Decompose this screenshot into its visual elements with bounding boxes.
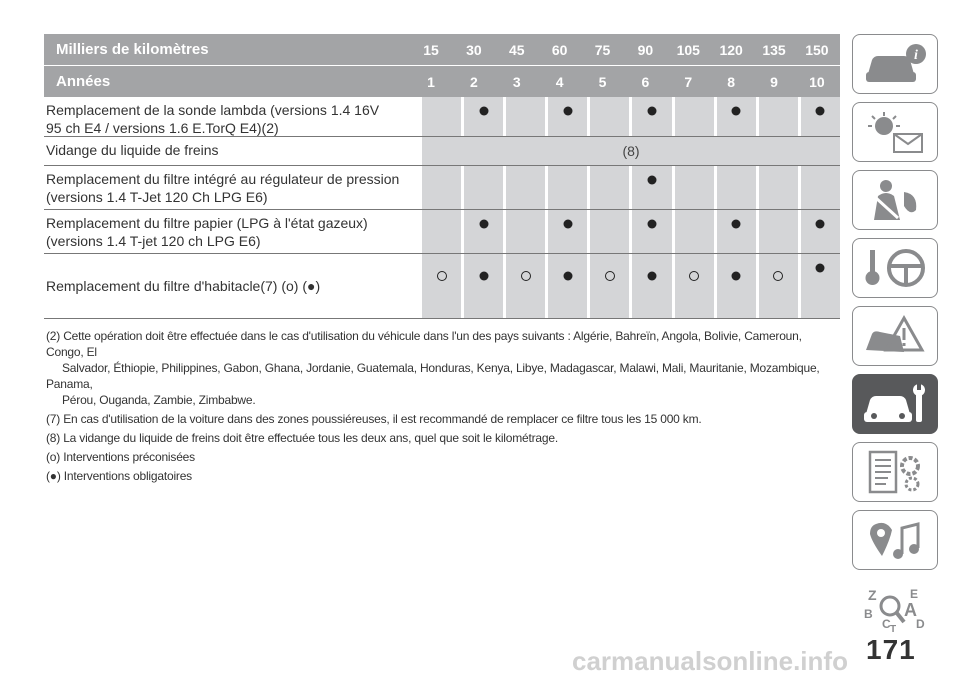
- tab-safety[interactable]: [852, 170, 938, 230]
- tab-emergency[interactable]: [852, 306, 938, 366]
- mandatory-mark: [732, 107, 741, 116]
- mandatory-mark: [479, 272, 488, 281]
- mandatory-mark: [732, 220, 741, 229]
- warning-light-mail-icon: [860, 108, 930, 156]
- seatbelt-airbag-icon: [860, 176, 930, 224]
- alphabetical-index-icon: [860, 584, 930, 632]
- table-cell: [798, 254, 840, 318]
- mandatory-mark: [648, 220, 657, 229]
- header-year-value: 7: [684, 73, 693, 90]
- table-cell: [545, 210, 587, 253]
- table-row: [44, 166, 840, 210]
- header-year-value: 9: [770, 73, 778, 90]
- page-number: 171: [866, 634, 916, 665]
- mandatory-mark: [816, 220, 825, 229]
- mandatory-mark: [816, 264, 825, 273]
- header-years-row: [44, 65, 840, 97]
- header-year-value: 8: [727, 73, 736, 90]
- table-cell: [503, 166, 545, 209]
- mandatory-mark: [648, 107, 657, 116]
- table-cell: [756, 97, 798, 136]
- mandatory-mark: [479, 220, 488, 229]
- table-cell: [503, 254, 545, 318]
- table-cell: [629, 166, 671, 209]
- table-cell: [587, 254, 629, 318]
- table-cell: [629, 97, 671, 136]
- chapter-sidebar: [852, 34, 940, 646]
- table-cell: [545, 97, 587, 136]
- key-steering-wheel-icon: [860, 244, 930, 292]
- index-letter: A: [904, 600, 917, 620]
- watermark: carmanualsonline.info: [572, 646, 848, 676]
- document-gear-icon: [860, 448, 930, 496]
- index-letter: Z: [868, 587, 877, 603]
- tab-car-info[interactable]: [852, 34, 938, 94]
- table-cell: [587, 210, 629, 253]
- table-cell: [422, 166, 461, 209]
- mandatory-mark: [732, 272, 741, 281]
- car-crash-warning-icon: [860, 312, 930, 360]
- header-km-value: 90: [637, 41, 654, 58]
- tab-index[interactable]: [852, 578, 938, 638]
- table-cell: [756, 254, 798, 318]
- table-cell: [503, 97, 545, 136]
- header-year-value: 3: [512, 73, 521, 90]
- mandatory-mark: [816, 107, 825, 116]
- recommended-mark: [689, 271, 699, 281]
- footnote-8: (8) La vidange du liquide de freins doit être effectuée tous les deux ans, quel que soit le kilométrage.: [46, 431, 558, 445]
- mandatory-mark: [563, 272, 572, 281]
- row-label: (versions 1.4 T-jet 120 ch LPG E6): [46, 233, 261, 249]
- table-cell: [798, 210, 840, 253]
- recommended-mark: [521, 271, 531, 281]
- header-km-value: 15: [423, 41, 439, 58]
- row-cells: [422, 97, 840, 136]
- table-cell: [587, 166, 629, 209]
- mandatory-mark: [563, 107, 572, 116]
- index-letter: T: [890, 624, 897, 632]
- header-year-value: 6: [641, 73, 650, 90]
- header-km-value: 120: [719, 41, 743, 58]
- index-letter: C: [882, 617, 891, 631]
- header-year-value: 5: [598, 73, 607, 90]
- header-years-label: Années: [56, 73, 111, 90]
- table-cell: [461, 97, 503, 136]
- table-cell: [798, 97, 840, 136]
- header-km-value: 60: [551, 41, 568, 58]
- table-cell: [461, 210, 503, 253]
- header-year-value: 1: [427, 73, 435, 90]
- table-cell: [461, 166, 503, 209]
- row-label: Remplacement du filtre papier (LPG à l'état gazeux): [46, 215, 368, 231]
- table-cell: [714, 210, 756, 253]
- tab-starting-driving[interactable]: [852, 238, 938, 298]
- row-label: Remplacement du filtre d'habitacle(7) (o) (●): [46, 278, 321, 294]
- header-year-value: 4: [555, 73, 564, 90]
- recommended-mark: [437, 271, 447, 281]
- table-row: [44, 137, 840, 166]
- tab-multimedia[interactable]: [852, 510, 938, 570]
- table-cell: [756, 210, 798, 253]
- table-cell: [672, 254, 714, 318]
- table-cell: [587, 97, 629, 136]
- recommended-mark: [773, 271, 783, 281]
- table-cell: [672, 166, 714, 209]
- header-km-value: 150: [805, 41, 829, 58]
- maintenance-table: [44, 34, 840, 319]
- table-cell: [629, 254, 671, 318]
- tab-warning-lights[interactable]: [852, 102, 938, 162]
- table-cell: [422, 97, 461, 136]
- table-cell: [461, 254, 503, 318]
- index-letter: D: [916, 617, 925, 631]
- tab-technical-data[interactable]: [852, 442, 938, 502]
- media-music-nav-icon: [860, 516, 930, 564]
- footnote-2: (2) Cette opération doit être effectuée dans le cas d'utilisation du véhicule dans l'un des pays suivants : Algérie, Bahreïn, Angola, Bolivie, Cameroun, Congo, El Salvador, Éthiopie, Philippines, Gabon, Ghana, Jordanie, Guatemala, Honduras, Kenya, Libye, Madagascar, Malawi, Mali, Mauritanie, Mozambique, Panama, Pérou, Ouganda, Zambie, Zimbabwe.: [46, 329, 820, 407]
- header-km-value: 45: [508, 41, 525, 58]
- header-km-row: [44, 34, 840, 65]
- row-cells: [422, 210, 840, 253]
- header-km-value: 105: [676, 41, 700, 58]
- table-cell: [672, 210, 714, 253]
- table-row: [44, 97, 840, 137]
- index-letter: E: [910, 587, 919, 601]
- footnote-dot: (●) Interventions obligatoires: [46, 469, 192, 483]
- tab-maintenance[interactable]: [852, 374, 938, 434]
- row-cells: [422, 254, 840, 318]
- row-label: Remplacement de la sonde lambda (versions 1.4 16V: [46, 102, 380, 118]
- row-cells: [422, 166, 840, 209]
- table-cell: [545, 166, 587, 209]
- table-cell: [422, 254, 461, 318]
- header-km-value: 75: [594, 41, 611, 58]
- header-year-value: 10: [809, 73, 825, 90]
- table-cell: [714, 97, 756, 136]
- mandatory-mark: [563, 220, 572, 229]
- row-label: Remplacement du filtre intégré au régulateur de pression: [46, 171, 400, 187]
- header-years-values: [410, 74, 840, 90]
- footnote-7: (7) En cas d'utilisation de la voiture dans des zones poussiéreuses, il est recommandé de remplacer ce filtre tous les 15 000 km.: [46, 412, 702, 426]
- header-km-label: Milliers de kilomètres: [56, 41, 209, 58]
- header-year-value: 2: [469, 73, 478, 90]
- header-km-value: 30: [466, 41, 482, 58]
- mandatory-mark: [648, 272, 657, 281]
- table-cell: [756, 166, 798, 209]
- table-row: [44, 254, 840, 319]
- car-info-icon: [860, 40, 930, 88]
- table-cell: [629, 210, 671, 253]
- table-cell: [503, 210, 545, 253]
- table-cell: [714, 166, 756, 209]
- car-wrench-icon: [860, 380, 930, 428]
- table-cell: [672, 97, 714, 136]
- row-label: (versions 1.4 T-Jet 120 Ch LPG E6): [46, 189, 268, 205]
- table-cell: [798, 166, 840, 209]
- footnotes: [46, 328, 841, 487]
- row-label: Vidange du liquide de freins: [46, 142, 219, 158]
- mandatory-mark: [479, 107, 488, 116]
- header-km-value: 135: [762, 41, 786, 58]
- footnote-o: (o) Interventions préconisées: [46, 450, 195, 464]
- svg-text:i: i: [914, 48, 918, 63]
- index-letter: B: [864, 607, 873, 621]
- table-row: [44, 210, 840, 254]
- recommended-mark: [605, 271, 615, 281]
- row-label: 95 ch E4 / versions 1.6 E.TorQ E4)(2): [46, 120, 279, 136]
- mandatory-mark: [648, 176, 657, 185]
- span-cell: (8): [422, 137, 840, 165]
- table-cell: [545, 254, 587, 318]
- table-cell: [422, 210, 461, 253]
- header-km-values: [410, 42, 840, 58]
- table-cell: [714, 254, 756, 318]
